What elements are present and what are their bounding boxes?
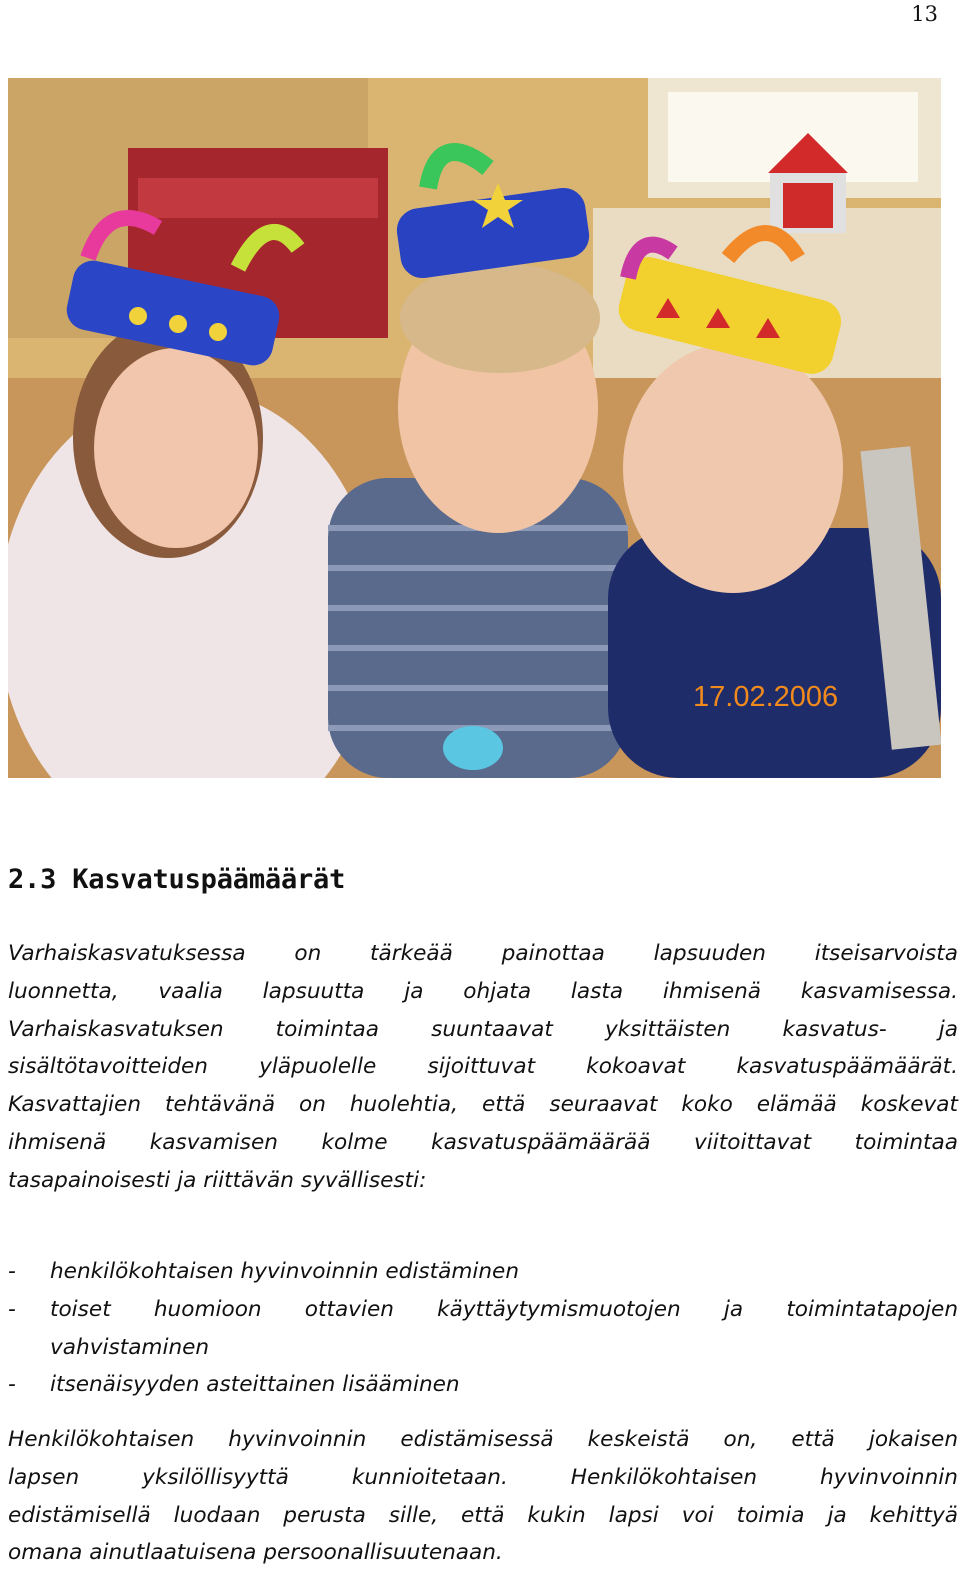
paragraph-line: luonnetta, vaalia lapsuutta ja ohjata lasta ihmisenä kasvamisessa. [8, 978, 958, 1004]
paragraph-line: Varhaiskasvatuksen toimintaa suuntaavat yksittäisten kasvatus- ja [8, 1016, 958, 1042]
paragraph-line: ihmisenä kasvamisen kolme kasvatuspäämäärää viitoittavat toimintaa [8, 1129, 958, 1155]
list-item [8, 1366, 958, 1404]
toy-pony [443, 726, 503, 770]
paragraph-1 [8, 935, 958, 1200]
paragraph-line: tasapainoisesti ja riittävän syvällisesti: [8, 1167, 427, 1193]
list-bullet: - [8, 1296, 16, 1322]
paragraph-line: Kasvattajien tehtävänä on huolehtia, että seuraavat koko elämää koskevat [8, 1092, 958, 1118]
paragraph-line: Varhaiskasvatuksessa on tärkeää painottaa lapsuuden itseisarvoista [8, 941, 958, 966]
list-bullet: - [8, 1259, 16, 1284]
list-item [8, 1291, 958, 1367]
goals-list [8, 1253, 958, 1404]
girl-face [94, 348, 258, 548]
list-item-text: toiset huomioon ottavien käyttäytymismuotojen ja toimintatapojen [50, 1296, 958, 1322]
paragraph-line: Henkilökohtaisen hyvinvoinnin edistämisessä keskeistä on, että jokaisen [8, 1427, 958, 1452]
photo-illustration [8, 78, 941, 778]
date-stamp: 17.02.2006 [693, 681, 839, 713]
boy-middle-hair [400, 263, 600, 373]
list-item-text: henkilökohtaisen hyvinvoinnin edistäminen [50, 1259, 520, 1284]
children-photo [8, 78, 941, 778]
section-heading: 2.3 Kasvatuspäämäärät [8, 864, 346, 895]
boy-right-face [623, 343, 843, 593]
list-item-text: itsenäisyyden asteittainen lisääminen [50, 1372, 460, 1398]
paragraph-line: sisältötavoitteiden yläpuolelle sijoittuvat kokoavat kasvatuspäämäärät. [8, 1054, 958, 1080]
list-item [8, 1253, 958, 1291]
paragraph-line: omana ainutlaatuisena persoonallisuutenaan. [8, 1540, 503, 1566]
list-bullet: - [8, 1372, 16, 1398]
page-number: 13 [911, 2, 938, 26]
paragraph-line: lapsen yksilöllisyyttä kunnioitetaan. Henkilökohtaisen hyvinvoinnin [8, 1464, 958, 1490]
paragraph-2 [8, 1421, 958, 1572]
list-item-text: vahvistaminen [50, 1334, 210, 1360]
paragraph-line: edistämisellä luodaan perusta sille, että kukin lapsi voi toimia ja kehittyä [8, 1502, 958, 1528]
